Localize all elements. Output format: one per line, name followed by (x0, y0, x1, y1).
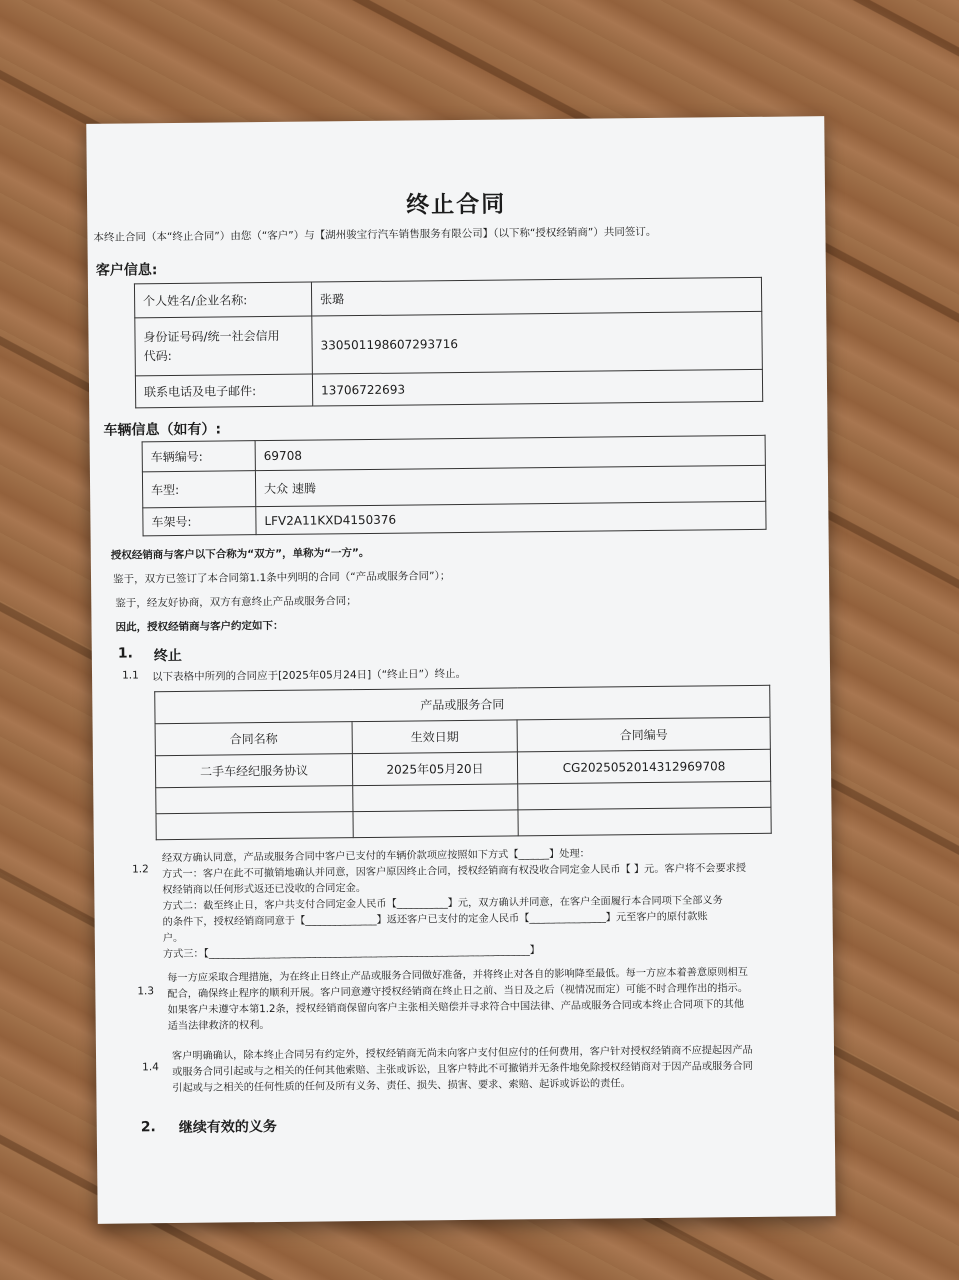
clause-1-2-text (162, 845, 747, 963)
customer-name-label: 个人姓名/企业名称: (134, 282, 311, 318)
contract-number-cell (518, 781, 771, 810)
customer-contact-value: 13706722693 (312, 369, 762, 406)
contract-table-header-date: 生效日期 (352, 720, 517, 754)
recital-3: 鉴于，经友好协商，双方有意终止产品或服务合同； (115, 595, 357, 610)
clause-1-3-number: 1.3 (137, 985, 155, 998)
contract-date-cell (353, 810, 518, 838)
vehicle-vin-value: LFV2A11KXD4150376 (256, 501, 766, 534)
recital-2: 鉴于，双方已签订了本合同第1.1条中列明的合同（“产品或服务合同”）； (112, 570, 451, 586)
contract-table (154, 685, 772, 840)
contract-name-cell (156, 786, 353, 814)
customer-info-table (134, 277, 763, 409)
customer-id-label-line1: 身份证号码/统一社会信用 (143, 328, 280, 344)
customer-name-value: 张璐 (311, 277, 761, 316)
vehicle-section-title: 车辆信息（如有）: (103, 421, 222, 439)
clause-1-1-number: 1.1 (121, 669, 139, 682)
table-row (156, 807, 771, 839)
clause-1-2-number: 1.2 (132, 863, 149, 876)
vehicle-model-label: 车型: (142, 471, 255, 508)
customer-id-label (135, 316, 313, 376)
document-title: 终止合同 (405, 191, 507, 219)
vehicle-no-value: 69708 (255, 435, 765, 470)
clause-1-2-line: 的条件下，授权经销商同意于【______________】返还客户已支付的定金人民币【_______________】元至客户的原付款账 (162, 911, 708, 929)
clause-1-4-line: 客户明确确认，除本终止合同另有约定外，授权经销商无尚未向客户支付但应付的任何费用，客户针对授权经销商不应提起因产品 (171, 1044, 753, 1063)
clause-1-2-line: 户。 (162, 932, 184, 945)
clause-1-2-line: 方式一：客户在此不可撤销地确认并同意，因客户原因终止合同，授权经销商有权没收合同定金人民币【 】元。客户将不会要求授 (162, 863, 747, 881)
clause-1-3-line: 适当法律救济的权利。 (167, 1020, 270, 1033)
vehicle-no-label: 车辆编号: (142, 441, 255, 472)
clause-1-4-line: 引起或与之相关的任何性质的任何及所有义务、责任、损失、损害、要求、索赔、起诉或诉讼的责任。 (172, 1078, 631, 1095)
clause-1-2-line: 方式二：截至终止日，客户共支付合同定金人民币【__________】元，双方确认并同意，在客户全面履行本合同项下全部义务 (162, 895, 723, 913)
clause-1-1-text: 以下表格中所列的合同应于[2025年05月24日]（“终止日”）终止。 (151, 667, 467, 684)
clause-1-2-line: 方式三：【_______________________________________________________________】 (162, 945, 540, 961)
contract-table-header-number: 合同编号 (517, 717, 770, 752)
clause-1-3-text (167, 965, 748, 1035)
section2-title: 继续有效的义务 (178, 1118, 277, 1136)
section1-title: 终止 (153, 647, 182, 665)
recital-1: 授权经销商与客户以下合称为“双方”，单称为“一方”。 (110, 546, 370, 562)
recital-4: 因此，授权经销商与客户约定如下： (115, 619, 284, 634)
contract-date-cell: 2025年05月20日 (352, 752, 517, 786)
contract-number-cell: CG2025052014312969708 (517, 749, 770, 784)
clause-1-4-text (172, 1043, 753, 1097)
customer-id-value: 330501198607293716 (312, 311, 763, 374)
contract-name-cell (156, 812, 353, 840)
clause-1-4-line: 或服务合同引起或与之相关的任何其他索赔、主张或诉讼，且客户特此不可撤销并无条件地免除授权经销商对于因产品或服务合同 (172, 1060, 753, 1079)
contract-date-cell (353, 784, 518, 812)
contract-table-caption: 产品或服务合同 (155, 685, 770, 723)
vehicle-vin-label: 车架号: (143, 507, 256, 536)
contract-paper (86, 116, 835, 1224)
clause-1-3-line: 每一方应采取合理措施，为在终止日终止产品或服务合同做好准备，并将终止对各自的影响降至最低。每一方应本着善意原则相互 (167, 967, 748, 985)
clause-1-3-line: 如果客户未遵守本第1.2条，授权经销商保留向客户主张相关赔偿并寻求符合中国法律、产品或服务合同或本终止合同项下的其他 (167, 999, 745, 1017)
clause-1-2-line: 经双方确认同意，产品或服务合同中客户已支付的车辆价款项应按照如下方式【______】处理： (161, 848, 590, 865)
section1-number: 1. (117, 645, 133, 662)
contract-number-cell (518, 807, 771, 836)
customer-section-title: 客户信息: (95, 262, 158, 279)
clause-1-4-number: 1.4 (142, 1061, 159, 1074)
customer-id-label-line2: 代码: (143, 348, 172, 363)
clause-1-2-line: 权经销商以任何形式返还已没收的合同定金。 (162, 883, 367, 897)
contract-table-header-name: 合同名称 (155, 722, 352, 756)
vehicle-model-value: 大众 速腾 (255, 465, 765, 506)
contract-name-cell: 二手车经纪服务协议 (155, 754, 352, 788)
vehicle-info-table (142, 435, 767, 537)
customer-contact-label: 联系电话及电子邮件: (135, 374, 312, 408)
section2-number: 2. (140, 1119, 156, 1136)
intro-paragraph: 本终止合同（本“终止合同”）由您（“客户”）与【湖州骏宝行汽车销售服务有限公司】（以下称“授权经销商”）共同签订。 (93, 225, 657, 244)
clause-1-3-line: 配合，确保终止程序的顺利开展。客户同意遵守授权经销商在终止日之前、当日及之后（视情况而定）可能不时合理作出的指示。 (167, 983, 749, 1001)
